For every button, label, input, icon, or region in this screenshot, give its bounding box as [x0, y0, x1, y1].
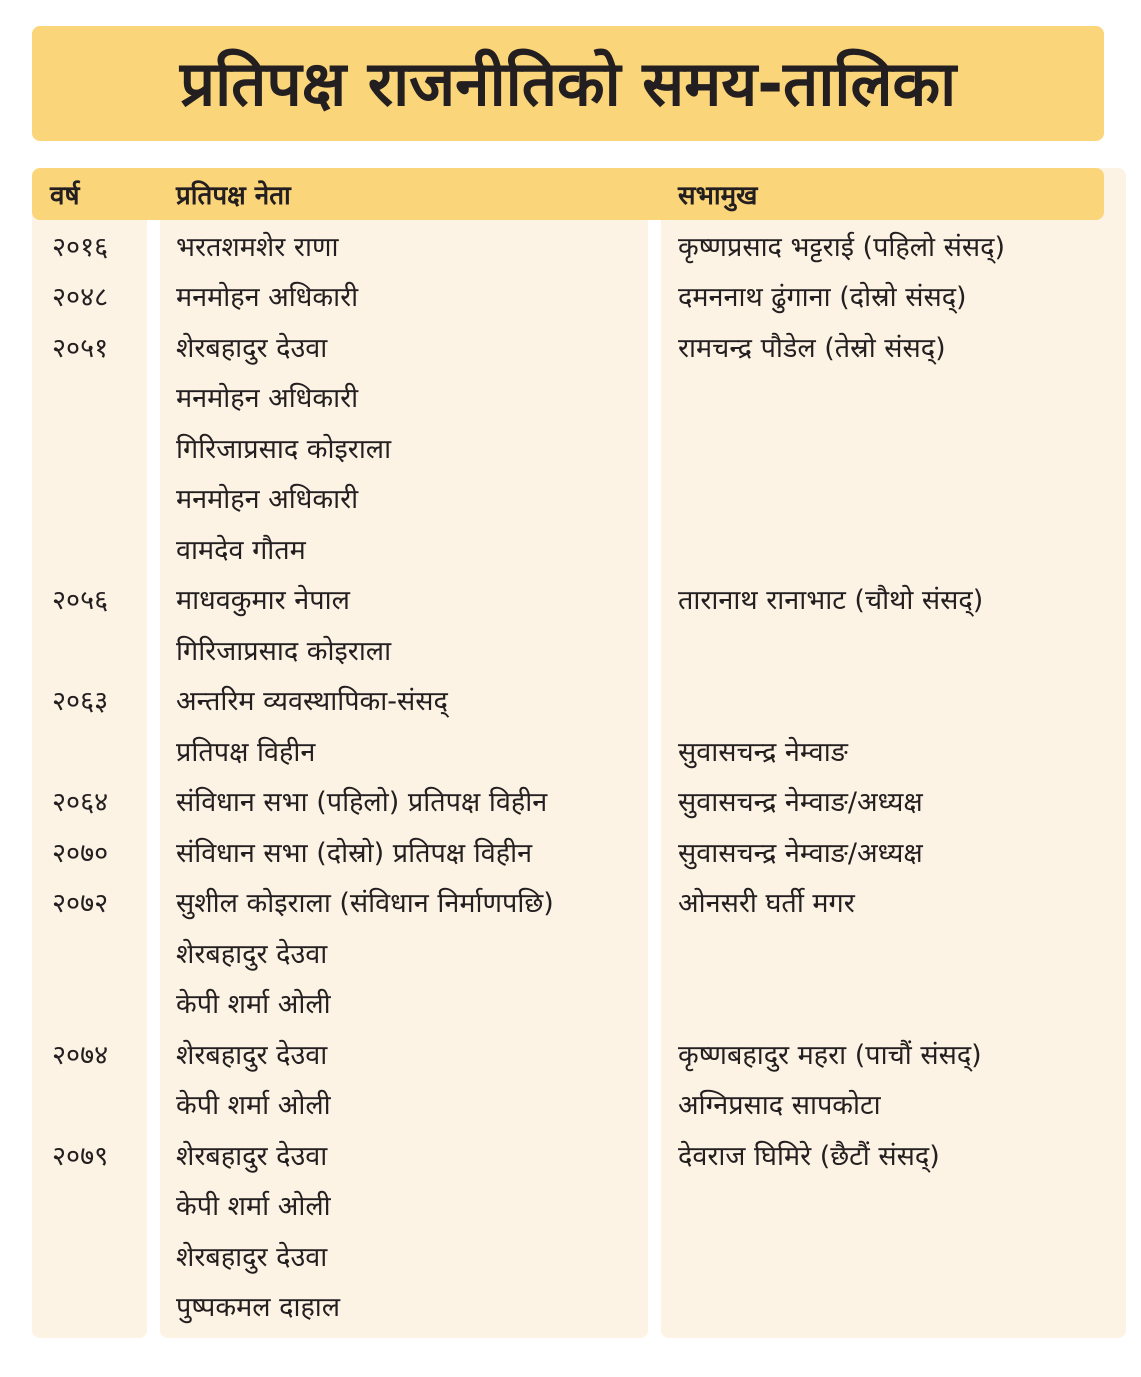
opposition-leader-cell: शेरबहादुर देउवा: [176, 938, 328, 970]
speaker-cell: कृष्णबहादुर महरा (पाचौं संसद्): [678, 1039, 982, 1071]
table-row: [0, 1281, 1141, 1332]
speaker-cell: सुवासचन्द्र नेम्वाङ/अध्यक्ष: [678, 837, 923, 869]
opposition-leader-cell: संविधान सभा (पहिलो) प्रतिपक्ष विहीन: [176, 787, 548, 819]
year-cell: २०५६: [52, 585, 109, 617]
table-row: [0, 1079, 1141, 1130]
table-row: [0, 1230, 1141, 1281]
opposition-leader-cell: मनमोहन अधिकारी: [176, 282, 359, 314]
table-row: [0, 1028, 1141, 1079]
table-row: [0, 978, 1141, 1029]
table-row: [0, 372, 1141, 423]
speaker-cell: तारानाथ रानाभाट (चौथो संसद्): [678, 585, 984, 617]
title-banner: [32, 26, 1104, 141]
opposition-leader-cell: अन्तरिम व्यवस्थापिका-संसद्: [176, 686, 448, 718]
table-row: [0, 473, 1141, 524]
table-row: [0, 271, 1141, 322]
header-year: वर्ष: [50, 181, 80, 211]
year-cell: २०७४: [52, 1039, 109, 1071]
opposition-leader-cell: संविधान सभा (दोस्रो) प्रतिपक्ष विहीन: [176, 837, 533, 869]
year-cell: २०१६: [52, 231, 109, 263]
opposition-leader-cell: शेरबहादुर देउवा: [176, 1241, 328, 1273]
speaker-cell: कृष्णप्रसाद भट्टराई (पहिलो संसद्): [678, 231, 1005, 263]
table-row: [0, 523, 1141, 574]
year-cell: २०७९: [52, 1140, 109, 1172]
year-cell: २०६४: [52, 787, 109, 819]
speaker-cell: सुवासचन्द्र नेम्वाङ: [678, 736, 848, 768]
table-row: [0, 1129, 1141, 1180]
table-row: [0, 1180, 1141, 1231]
table-row: [0, 574, 1141, 625]
year-cell: २०५१: [52, 332, 109, 364]
table-row: [0, 220, 1141, 271]
speaker-cell: ओनसरी घर्ती मगर: [678, 888, 855, 920]
table-row: [0, 927, 1141, 978]
table-row: [0, 877, 1141, 928]
opposition-leader-cell: शेरबहादुर देउवा: [176, 332, 328, 364]
opposition-leader-cell: भरतशमशेर राणा: [176, 231, 339, 263]
year-cell: २०७०: [52, 837, 109, 869]
speaker-cell: देवराज घिमिरे (छैटौं संसद्): [678, 1140, 940, 1172]
table-row: [0, 826, 1141, 877]
year-cell: २०४८: [52, 282, 109, 314]
speaker-cell: दमननाथ ढुंगाना (दोस्रो संसद्): [678, 282, 967, 314]
opposition-leader-cell: केपी शर्मा ओली: [176, 1191, 331, 1223]
speaker-cell: रामचन्द्र पौडेल (तेस्रो संसद्): [678, 332, 946, 364]
year-cell: २०७२: [52, 888, 109, 920]
opposition-leader-cell: गिरिजाप्रसाद कोइराला: [176, 635, 392, 667]
opposition-leader-cell: प्रतिपक्ष विहीन: [176, 736, 316, 768]
opposition-leader-cell: केपी शर्मा ओली: [176, 989, 331, 1021]
table-body: [0, 220, 1141, 1331]
page-title: प्रतिपक्ष राजनीतिको समय-तालिका: [179, 46, 957, 120]
opposition-leader-cell: पुष्पकमल दाहाल: [176, 1292, 341, 1324]
opposition-leader-cell: केपी शर्मा ओली: [176, 1090, 331, 1122]
speaker-cell: अग्निप्रसाद सापकोटा: [678, 1090, 881, 1122]
table-row: [0, 725, 1141, 776]
opposition-leader-cell: सुशील कोइराला (संविधान निर्माणपछि): [176, 888, 554, 920]
opposition-leader-cell: वामदेव गौतम: [176, 534, 306, 566]
opposition-leader-cell: शेरबहादुर देउवा: [176, 1039, 328, 1071]
header-speaker: सभामुख: [678, 181, 758, 211]
opposition-leader-cell: शेरबहादुर देउवा: [176, 1140, 328, 1172]
opposition-leader-cell: मनमोहन अधिकारी: [176, 484, 359, 516]
opposition-leader-cell: माधवकुमार नेपाल: [176, 585, 350, 617]
table-row: [0, 776, 1141, 827]
table-row: [0, 422, 1141, 473]
header-opposition-leader: प्रतिपक्ष नेता: [176, 181, 291, 211]
table-row: [0, 321, 1141, 372]
opposition-leader-cell: गिरिजाप्रसाद कोइराला: [176, 433, 392, 465]
year-cell: २०६३: [52, 686, 109, 718]
table-row: [0, 675, 1141, 726]
speaker-cell: सुवासचन्द्र नेम्वाङ/अध्यक्ष: [678, 787, 923, 819]
opposition-leader-cell: मनमोहन अधिकारी: [176, 383, 359, 415]
table-row: [0, 624, 1141, 675]
